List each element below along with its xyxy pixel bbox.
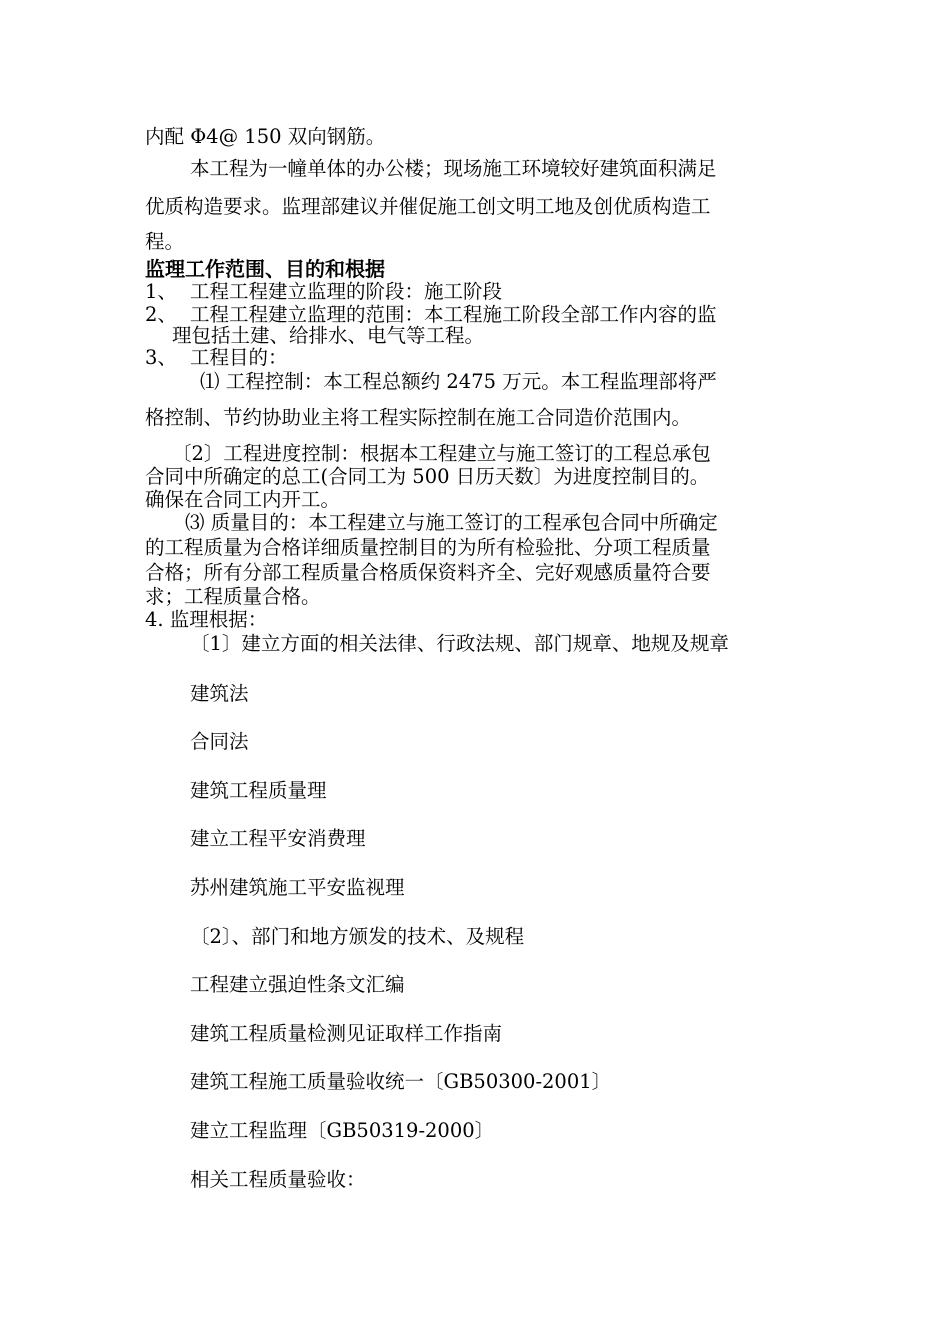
intro-line-1: 内配 Φ4@ 150 双向钢筋。 — [145, 125, 386, 148]
basis-sub-1: 〔1〕建立方面的相关法律、行政法规、部门规章、地规及规章 — [190, 632, 729, 655]
basis-list-2-item: 建立工程监理〔GB50319-2000〕 — [190, 1119, 495, 1142]
item-3-text: 工程目的： — [190, 346, 288, 369]
item-3-number: 3、 — [145, 346, 177, 369]
item-2-text: 工程工程建立监理的范围：本工程施工阶段全部工作内容的监 — [190, 303, 717, 326]
basis-list-2-item: 相关工程质量验收： — [190, 1168, 366, 1191]
basis-list-2-item: 建筑工程质量检测见证取样工作指南 — [190, 1022, 503, 1045]
item-2-continuation: 理包括土建、给排水、电气等工程。 — [172, 324, 485, 347]
basis-list-1-item: 建筑法 — [190, 682, 249, 705]
goal-quality-line-4: 求；工程质量合格。 — [145, 585, 321, 608]
basis-list-1-item: 苏州建筑施工平安监视理 — [190, 876, 405, 899]
goal-cost-line-1: ⑴ 工程控制：本工程总额约 2475 万元。本工程监理部将严 — [200, 370, 717, 393]
basis-title: 4. 监理根据： — [145, 608, 268, 631]
item-1-text: 工程工程建立监理的阶段：施工阶段 — [190, 280, 503, 303]
goal-quality-line-2: 的工程质量为合格详细质量控制目的为所有检验批、分项工程质量 — [145, 536, 711, 559]
basis-list-1-item: 建筑工程质量理 — [190, 779, 327, 802]
intro-line-3: 优质构造要求。监理部建议并催促施工创文明工地及创优质构造工 — [145, 195, 711, 218]
goal-quality-line-1: ⑶ 质量目的：本工程建立与施工签订的工程承包合同中所确定 — [185, 511, 718, 534]
basis-list-2-item: 工程建立强迫性条文汇编 — [190, 973, 405, 996]
item-2-number: 2、 — [145, 303, 177, 326]
basis-list-1-item: 建立工程平安消费理 — [190, 827, 366, 850]
basis-list-2-item: 建筑工程施工质量验收统一〔GB50300-2001〕 — [190, 1070, 612, 1093]
intro-line-2: 本工程为一幢单体的办公楼；现场施工环境较好建筑面积满足 — [190, 157, 717, 180]
basis-sub-2: 〔2〕、部门和地方颁发的技术、及规程 — [190, 925, 525, 948]
intro-line-4: 程。 — [145, 230, 185, 253]
goal-schedule-line-3: 确保在合同工内开工。 — [145, 488, 341, 511]
goal-cost-line-2: 格控制、节约协助业主将工程实际控制在施工合同造价范围内。 — [145, 406, 692, 429]
goal-quality-line-3: 合格；所有分部工程质量合格质保资料齐全、完好观感质量符合要 — [145, 561, 711, 584]
goal-schedule-line-2: 合同中所确定的总工(合同工为 500 日历天数〕为进度控制目的。 — [145, 465, 710, 488]
basis-list-1-item: 合同法 — [190, 730, 249, 753]
item-1-number: 1、 — [145, 280, 177, 303]
goal-schedule-line-1: 〔2〕工程进度控制：根据本工程建立与施工签订的工程总承包 — [172, 442, 711, 465]
section-title: 监理工作范围、目的和根据 — [145, 257, 385, 281]
